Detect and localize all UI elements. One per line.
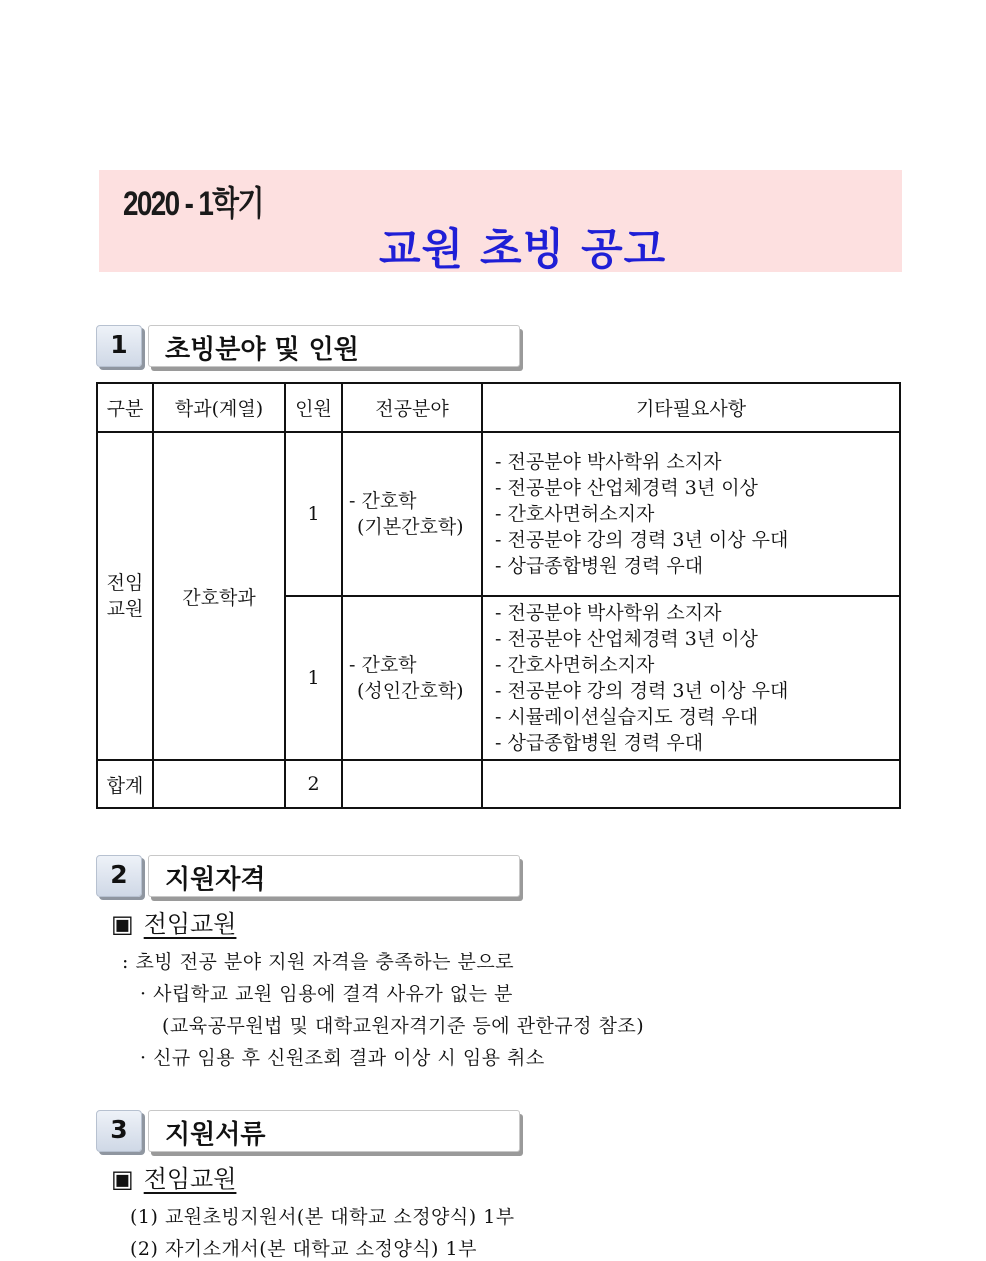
- table-header-row: [97, 383, 900, 432]
- section-title: 초빙분야 및 인원: [165, 335, 359, 365]
- section-title: 지원자격: [165, 865, 266, 895]
- count-cell: 1: [285, 596, 342, 760]
- requirements-list: [483, 600, 899, 756]
- list-item: - 전공분야 박사학위 소지자: [495, 602, 722, 624]
- total-label: 합계: [97, 760, 153, 808]
- section-number: 1: [96, 325, 142, 367]
- section-heading-1: [96, 325, 526, 371]
- category-cell: 전임 교원: [97, 432, 153, 760]
- section-title-box: [148, 1110, 520, 1152]
- square-marker-icon: ▣: [111, 1165, 134, 1193]
- section-number: 2: [96, 855, 142, 897]
- section-title-box: [148, 855, 520, 897]
- requirements-cell: [482, 432, 900, 596]
- subheading-text: 전임교원: [143, 910, 237, 938]
- empty-cell: [153, 760, 285, 808]
- section-title-box: [148, 325, 520, 367]
- page-title: 교원 초빙 공고: [379, 225, 667, 275]
- list-item: - 시뮬레이션실습지도 경력 우대: [495, 706, 759, 728]
- major-detail: (성인간호학): [357, 680, 464, 702]
- subheading-text: 전임교원: [143, 1165, 237, 1193]
- column-header: 구분: [97, 383, 153, 432]
- qualification-item: · 사립학교 교원 임용에 결격 사유가 없는 분: [140, 983, 513, 1005]
- square-marker-icon: ▣: [111, 910, 134, 938]
- empty-cell: [482, 760, 900, 808]
- column-header: 학과(계열): [153, 383, 285, 432]
- list-item: - 전공분야 박사학위 소지자: [495, 451, 722, 473]
- semester-label: 2020 - 1학기: [123, 185, 263, 223]
- list-item: - 전공분야 강의 경력 3년 이상 우대: [495, 529, 789, 551]
- total-count: 2: [285, 760, 342, 808]
- empty-cell: [342, 760, 482, 808]
- section-heading-3: [96, 1110, 526, 1156]
- list-item: - 상급종합병원 경력 우대: [495, 555, 704, 577]
- documents-subheading: [111, 1159, 236, 1194]
- section-number: 3: [96, 1110, 142, 1152]
- major-name: - 간호학: [349, 490, 417, 512]
- section-heading-2: [96, 855, 526, 901]
- requirements-cell: [482, 596, 900, 760]
- table-total-row: [97, 760, 900, 808]
- column-header: 기타필요사항: [482, 383, 900, 432]
- count-cell: 1: [285, 432, 342, 596]
- list-item: - 상급종합병원 경력 우대: [495, 732, 704, 754]
- list-item: - 전공분야 산업체경력 3년 이상: [495, 477, 758, 499]
- document-item: (1) 교원초빙지원서(본 대학교 소정양식) 1부: [130, 1206, 515, 1228]
- major-name: - 간호학: [349, 654, 417, 676]
- list-item: - 간호사면허소지자: [495, 654, 655, 676]
- major-cell: [342, 432, 482, 596]
- major-detail: (기본간호학): [357, 516, 464, 538]
- list-item: - 전공분야 산업체경력 3년 이상: [495, 628, 758, 650]
- qualification-subheading: [111, 904, 236, 939]
- list-item: - 전공분야 강의 경력 3년 이상 우대: [495, 680, 789, 702]
- list-item: - 간호사면허소지자: [495, 503, 655, 525]
- qualification-intro: : 초빙 전공 분야 지원 자격을 충족하는 분으로: [122, 951, 515, 973]
- department-cell: 간호학과: [153, 432, 285, 760]
- document-item: (2) 자기소개서(본 대학교 소정양식) 1부: [130, 1238, 477, 1260]
- requirements-list: [483, 449, 899, 579]
- column-header: 인원: [285, 383, 342, 432]
- qualification-item: · 신규 임용 후 신원조회 결과 이상 시 임용 취소: [140, 1047, 545, 1069]
- title-banner: [99, 170, 902, 275]
- major-cell: [342, 596, 482, 760]
- qualification-note: (교육공무원법 및 대학교원자격기준 등에 관한규정 참조): [162, 1015, 645, 1037]
- recruitment-table: [96, 382, 901, 809]
- column-header: 전공분야: [342, 383, 482, 432]
- section-title: 지원서류: [165, 1120, 266, 1150]
- table-row: [97, 432, 900, 596]
